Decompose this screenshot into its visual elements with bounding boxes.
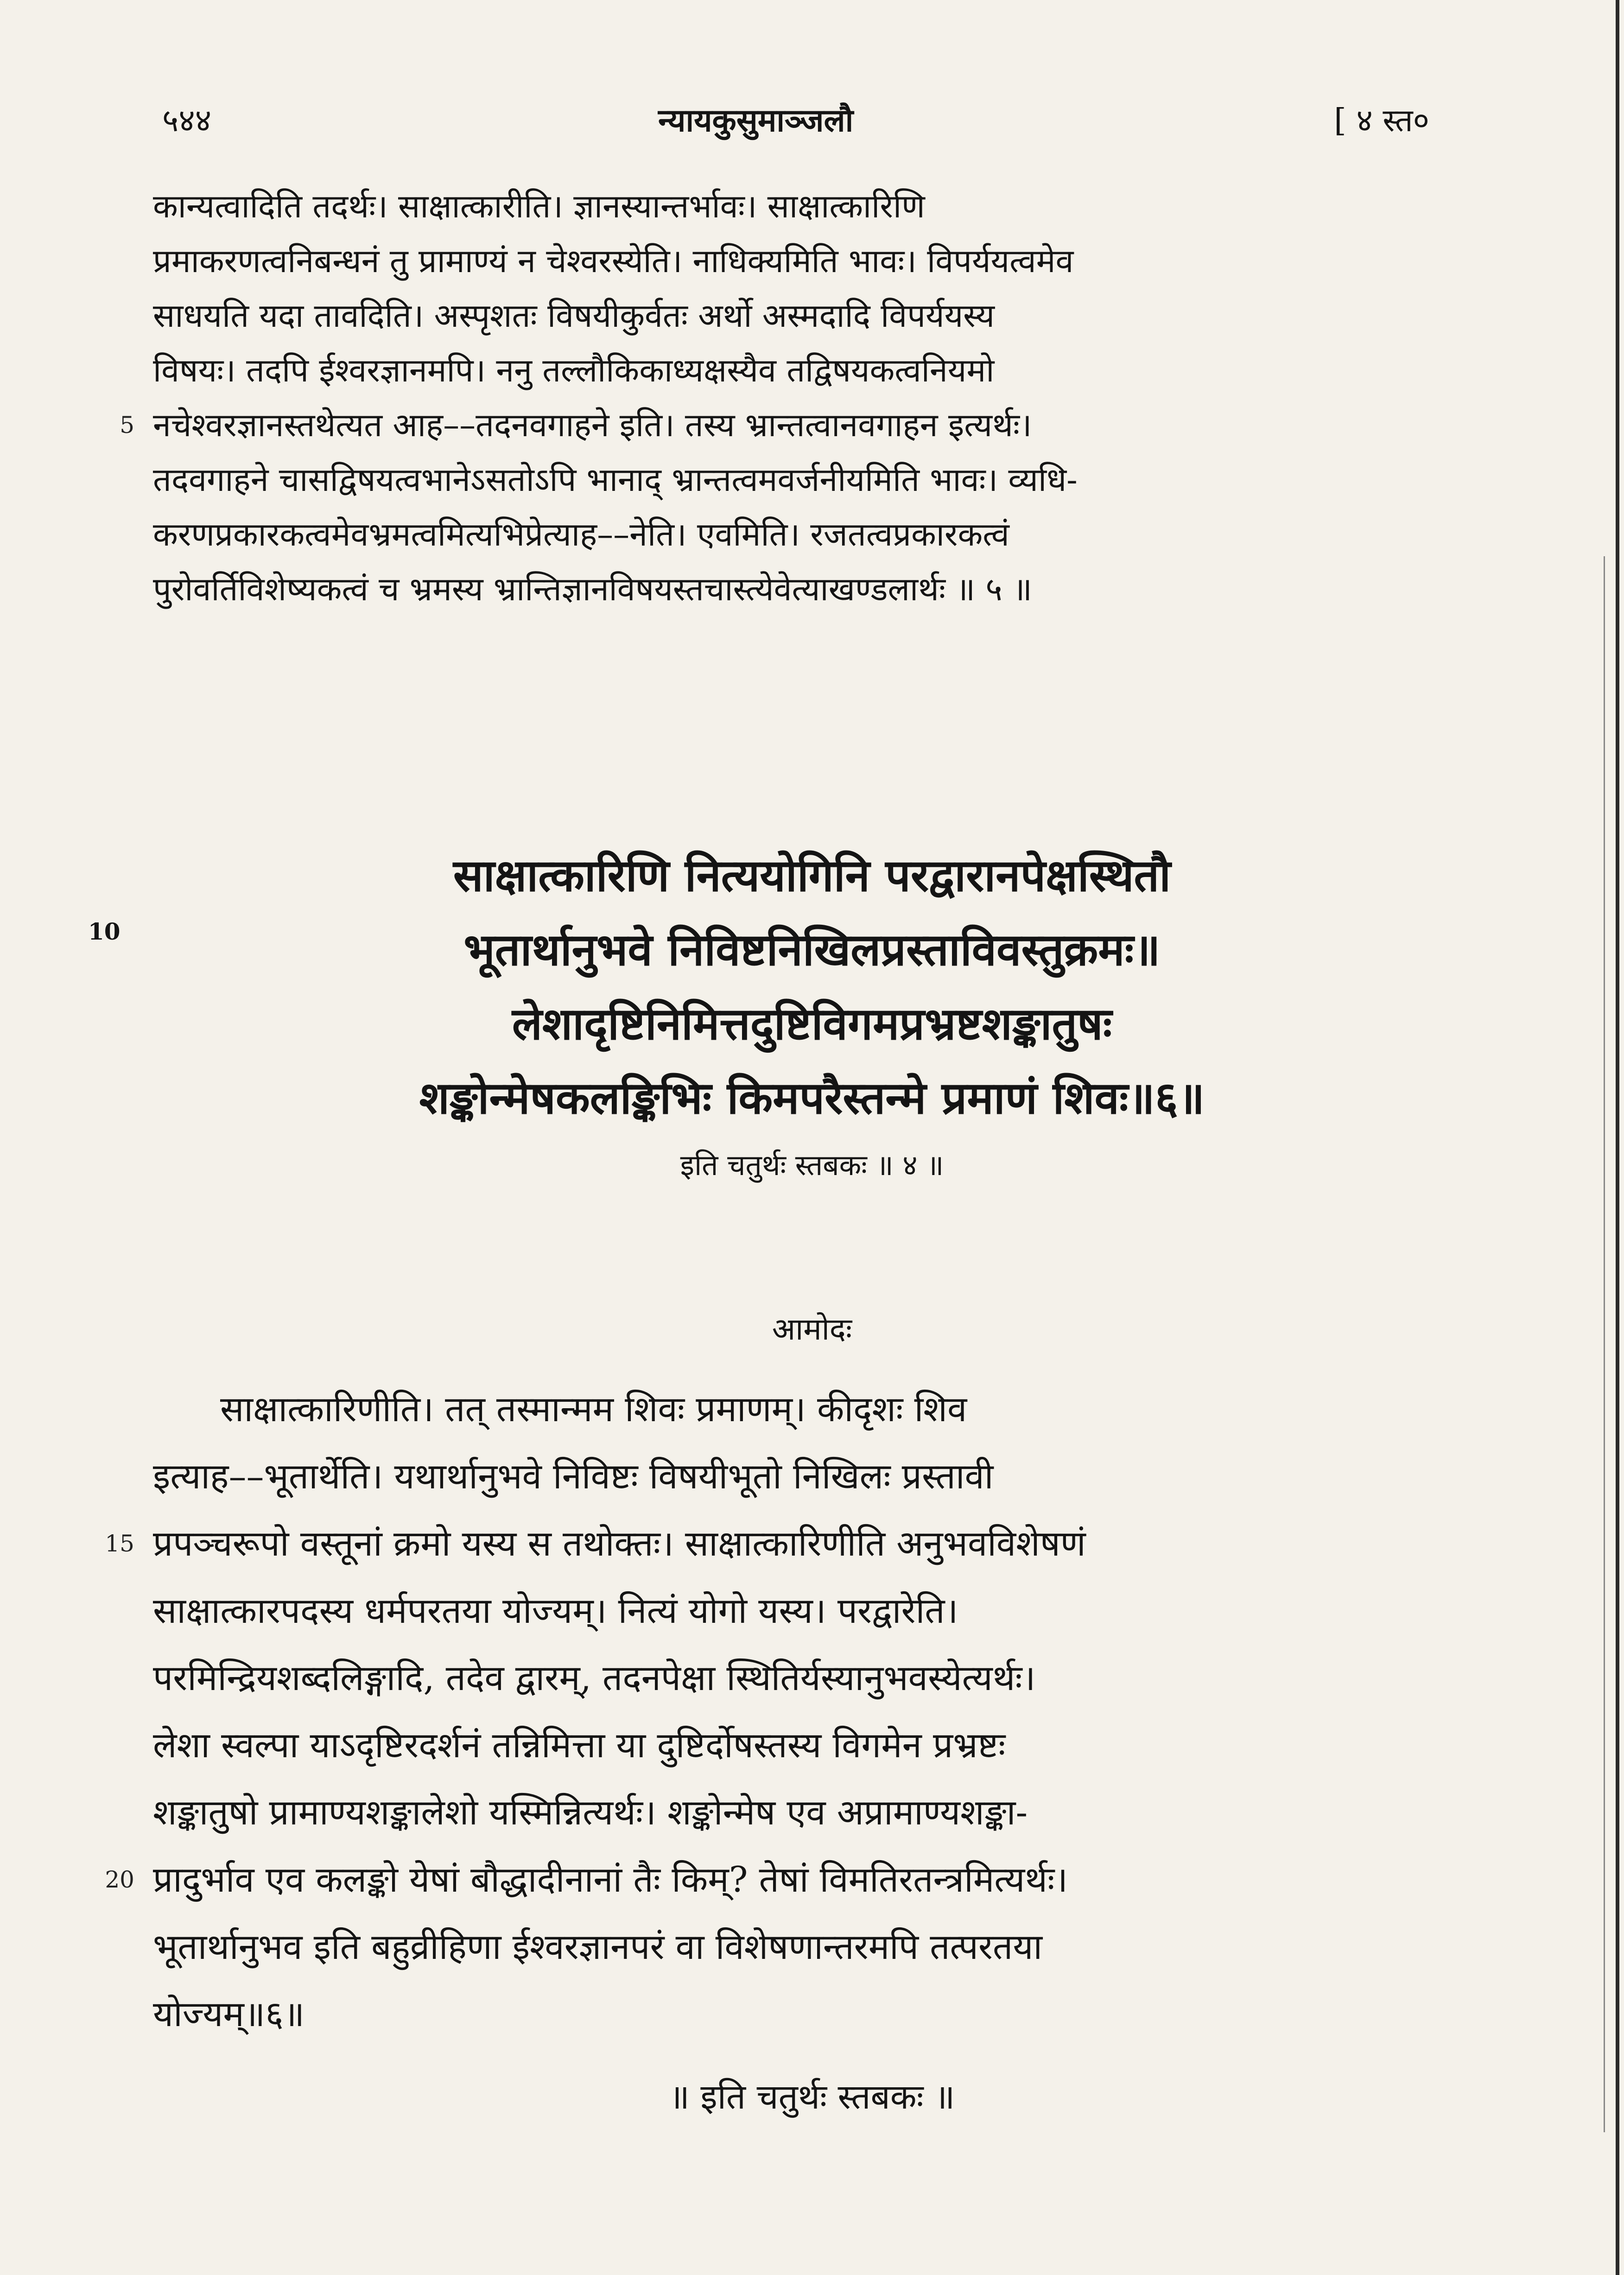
- verse-line: [0, 918, 1624, 979]
- verse-text: लेशादृष्टिनिमित्तदुष्टिविगमप्रभ्रष्टशङ्कातुषः: [512, 998, 1112, 1050]
- page-header: [0, 93, 1624, 153]
- commentary-line: [153, 345, 1441, 396]
- amoda-text: साक्षात्कारपदस्य धर्मपरतया योज्यम्। नित्यं योगो यस्य। परद्वारेति।: [153, 1590, 958, 1631]
- commentary-text: नचेश्वरज्ञानस्तथेत्यत आह––तदनवगाहने इति। तस्य भ्रान्तत्वानवगाहन इत्यर्थः।: [153, 406, 1032, 444]
- amoda-line: [153, 1986, 1441, 2042]
- verse-text: भूतार्थानुभवे निविष्टनिखिलप्रस्ताविवस्तुक्रमः॥: [463, 923, 1161, 976]
- commentary-line: [153, 290, 1441, 341]
- commentary-text: करणप्रकारकत्वमेवभ्रमत्वमित्यभिप्रेत्याह––नेति। एवमिति। रजतत्वप्रकारकत्वं: [153, 515, 1009, 553]
- page-number: ५४४: [162, 102, 212, 139]
- amoda-text: साक्षात्कारिणीति। तत् तस्मान्मम शिवः प्रमाणम्। कीदृशः शिव: [153, 1388, 967, 1430]
- amoda-text: प्रपञ्चरूपो वस्तूनां क्रमो यस्य स तथोक्तः। साक्षात्कारिणीति अनुभवविशेषणं: [153, 1523, 1086, 1564]
- amoda-line: [105, 1516, 1441, 1571]
- commentary-text: प्रमाकरणत्वनिबन्धनं तु प्रामाण्यं न चेश्वरस्येति। नाधिक्यमिति भावः। विपर्ययत्वमेव: [153, 242, 1074, 280]
- verse-text: साक्षात्कारिणि नित्ययोगिनि परद्वारानपेक्षस्थितौ: [453, 849, 1171, 902]
- amoda-line: [153, 1919, 1441, 1975]
- amoda-line: [153, 1381, 1441, 1437]
- amoda-heading: आमोदः: [772, 1311, 852, 1347]
- amoda-text: योज्यम्॥६॥: [153, 1993, 305, 2034]
- stabaka-colophon: इति चतुर्थः स्तबकः ॥ ४ ॥: [680, 1148, 944, 1182]
- page-edge-shadow: [1616, 0, 1619, 2275]
- commentary-text: तदवगाहने चासद्विषयत्वभानेऽसतोऽपि भानाद् भ्रान्तत्वमवर्जनीयमिति भावः। व्यधि-: [153, 461, 1078, 499]
- amoda-text: शङ्कातुषो प्रामाण्यशङ्कालेशो यस्मिन्नित्यर्थः। शङ्कोन्मेष एव अप्रामाण्यशङ्का-: [153, 1792, 1028, 1833]
- verse-line: [0, 1066, 1624, 1127]
- line-number: 20: [105, 1866, 134, 1893]
- verse-line: [0, 844, 1624, 904]
- line-number: 10: [88, 918, 121, 945]
- commentary-line: [153, 509, 1441, 560]
- commentary-text: पुरोवर्तिविशेष्यकत्वं च भ्रमस्य भ्रान्तिज्ञानविषयस्तचास्त्येवेत्याखण्डलार्थः ॥ ५ ॥: [153, 570, 1033, 608]
- line-number: 15: [105, 1530, 134, 1557]
- commentary-line: [153, 235, 1441, 286]
- amoda-line: [153, 1785, 1441, 1840]
- commentary-line: [153, 181, 1441, 232]
- verse-text: शङ्कोन्मेषकलङ्किभिः किमपरैस्तन्मे प्रमाणं शिवः॥६॥: [419, 1072, 1205, 1124]
- commentary-text: कान्यत्वादिति तदर्थः। साक्षात्कारीति। ज्ञानस्यान्तर्भावः। साक्षात्कारिणि: [153, 187, 925, 225]
- amoda-text: भूतार्थानुभव इति बहुव्रीहिणा ईश्वरज्ञानपरं वा विशेषणान्तरमपि तत्परतया: [153, 1926, 1043, 1967]
- line-number: 5: [120, 412, 134, 438]
- amoda-text: परमिन्द्रियशब्दलिङ्गादि, तदेव द्वारम्, तदनपेक्षा स्थितिर्यस्यानुभवस्येत्यर्थः।: [153, 1657, 1036, 1698]
- amoda-text: इत्याह––भूतार्थेति। यथार्थानुभवे निविष्टः विषयीभूतो निखिलः प्रस्तावी: [153, 1455, 994, 1497]
- running-title: न्यायकुसुमाञ्जलौ: [658, 102, 854, 139]
- amoda-line: [153, 1650, 1441, 1706]
- final-colophon: ॥ इति चतुर्थः स्तबकः ॥: [669, 2077, 955, 2117]
- amoda-text: लेशा स्वल्पा याऽदृष्टिरदर्शनं तन्निमित्ता या दुष्टिर्दोषस्तस्य विगमेन प्रभ्रष्टः: [153, 1724, 1006, 1766]
- section-marker: [ ४ स्त०: [1334, 102, 1429, 139]
- commentary-text: विषयः। तदपि ईश्वरज्ञानमपि। ननु तल्लौकिकाध्यक्षस्यैव तद्विषयकत्वनियमो: [153, 351, 995, 389]
- commentary-line: [153, 454, 1441, 505]
- amoda-line: [153, 1717, 1441, 1773]
- amoda-line: [153, 1449, 1441, 1504]
- commentary-line: [120, 400, 1441, 451]
- amoda-line: [105, 1852, 1441, 1907]
- verse-line: [0, 992, 1624, 1053]
- commentary-line: [153, 564, 1441, 615]
- commentary-text: साधयति यदा तावदिति। अस्पृशतः विषयीकुर्वतः अर्थो अस्मदादि विपर्ययस्य: [153, 297, 995, 335]
- amoda-line: [153, 1583, 1441, 1639]
- amoda-text: प्रादुर्भाव एव कलङ्को येषां बौद्धादीनानां तैः किम्? तेषां विमतिरतन्त्रमित्यर्थः।: [153, 1859, 1068, 1900]
- binding-line: [1604, 556, 1605, 2132]
